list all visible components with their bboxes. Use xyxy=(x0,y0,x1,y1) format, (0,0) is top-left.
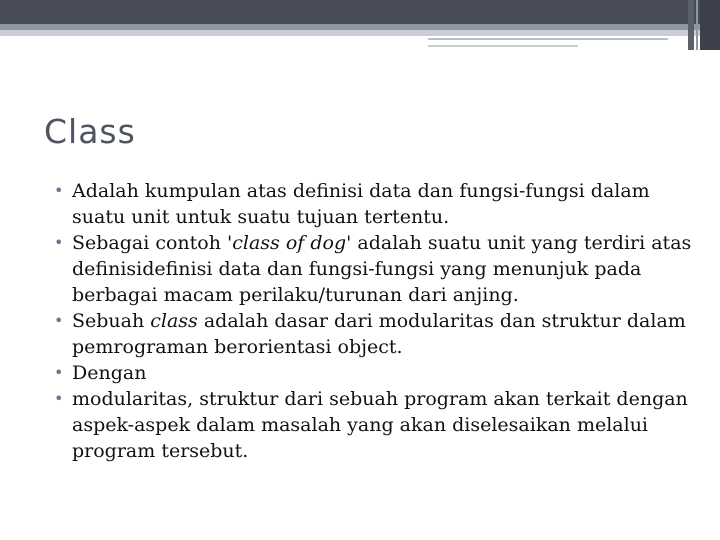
bullet-item xyxy=(50,308,700,360)
bullet-text: adalah suatu unit yang terdiri atas definisidefinisi data dan fungsi-fungsi yang menunjuk pada berbagai macam perilaku/turunan dari anjing. xyxy=(72,232,692,306)
bullet-item xyxy=(50,386,700,464)
bullet-item xyxy=(50,178,700,230)
bullet-text: modularitas, struktur dari sebuah program akan terkait dengan aspek-aspek dalam masalah yang akan diselesaikan melalui program tersebut. xyxy=(72,388,688,462)
corner-accent-thin xyxy=(696,0,698,50)
bullet-text: adalah dasar dari modularitas dan struktur dalam pemrograman berorientasi object. xyxy=(72,310,686,358)
header-accent-line-short xyxy=(428,45,578,47)
bullet-icon: • xyxy=(54,363,64,382)
slide-title: Class xyxy=(44,112,136,151)
header-accent-line xyxy=(428,38,668,40)
bullet-text: Adalah kumpulan atas definisi data dan fungsi-fungsi dalam suatu unit untuk suatu tujuan tertentu. xyxy=(72,180,650,228)
bullet-icon: • xyxy=(54,181,64,200)
bullet-icon: • xyxy=(54,311,64,330)
bullet-text: Sebagai contoh xyxy=(72,232,228,254)
bullet-text: Sebuah xyxy=(72,310,151,332)
corner-block xyxy=(700,0,720,50)
bullet-text: Dengan xyxy=(72,362,147,384)
bullet-text-italic: 'class of dog' xyxy=(227,232,352,254)
bullet-list xyxy=(50,178,700,464)
bullet-text-italic: class xyxy=(150,310,198,332)
bullet-icon: • xyxy=(54,389,64,408)
corner-accent xyxy=(688,0,694,50)
header-band xyxy=(0,0,720,24)
header-stripe-light xyxy=(0,30,720,36)
bullet-icon: • xyxy=(54,233,64,252)
bullet-item xyxy=(50,360,700,386)
bullet-item xyxy=(50,230,700,308)
